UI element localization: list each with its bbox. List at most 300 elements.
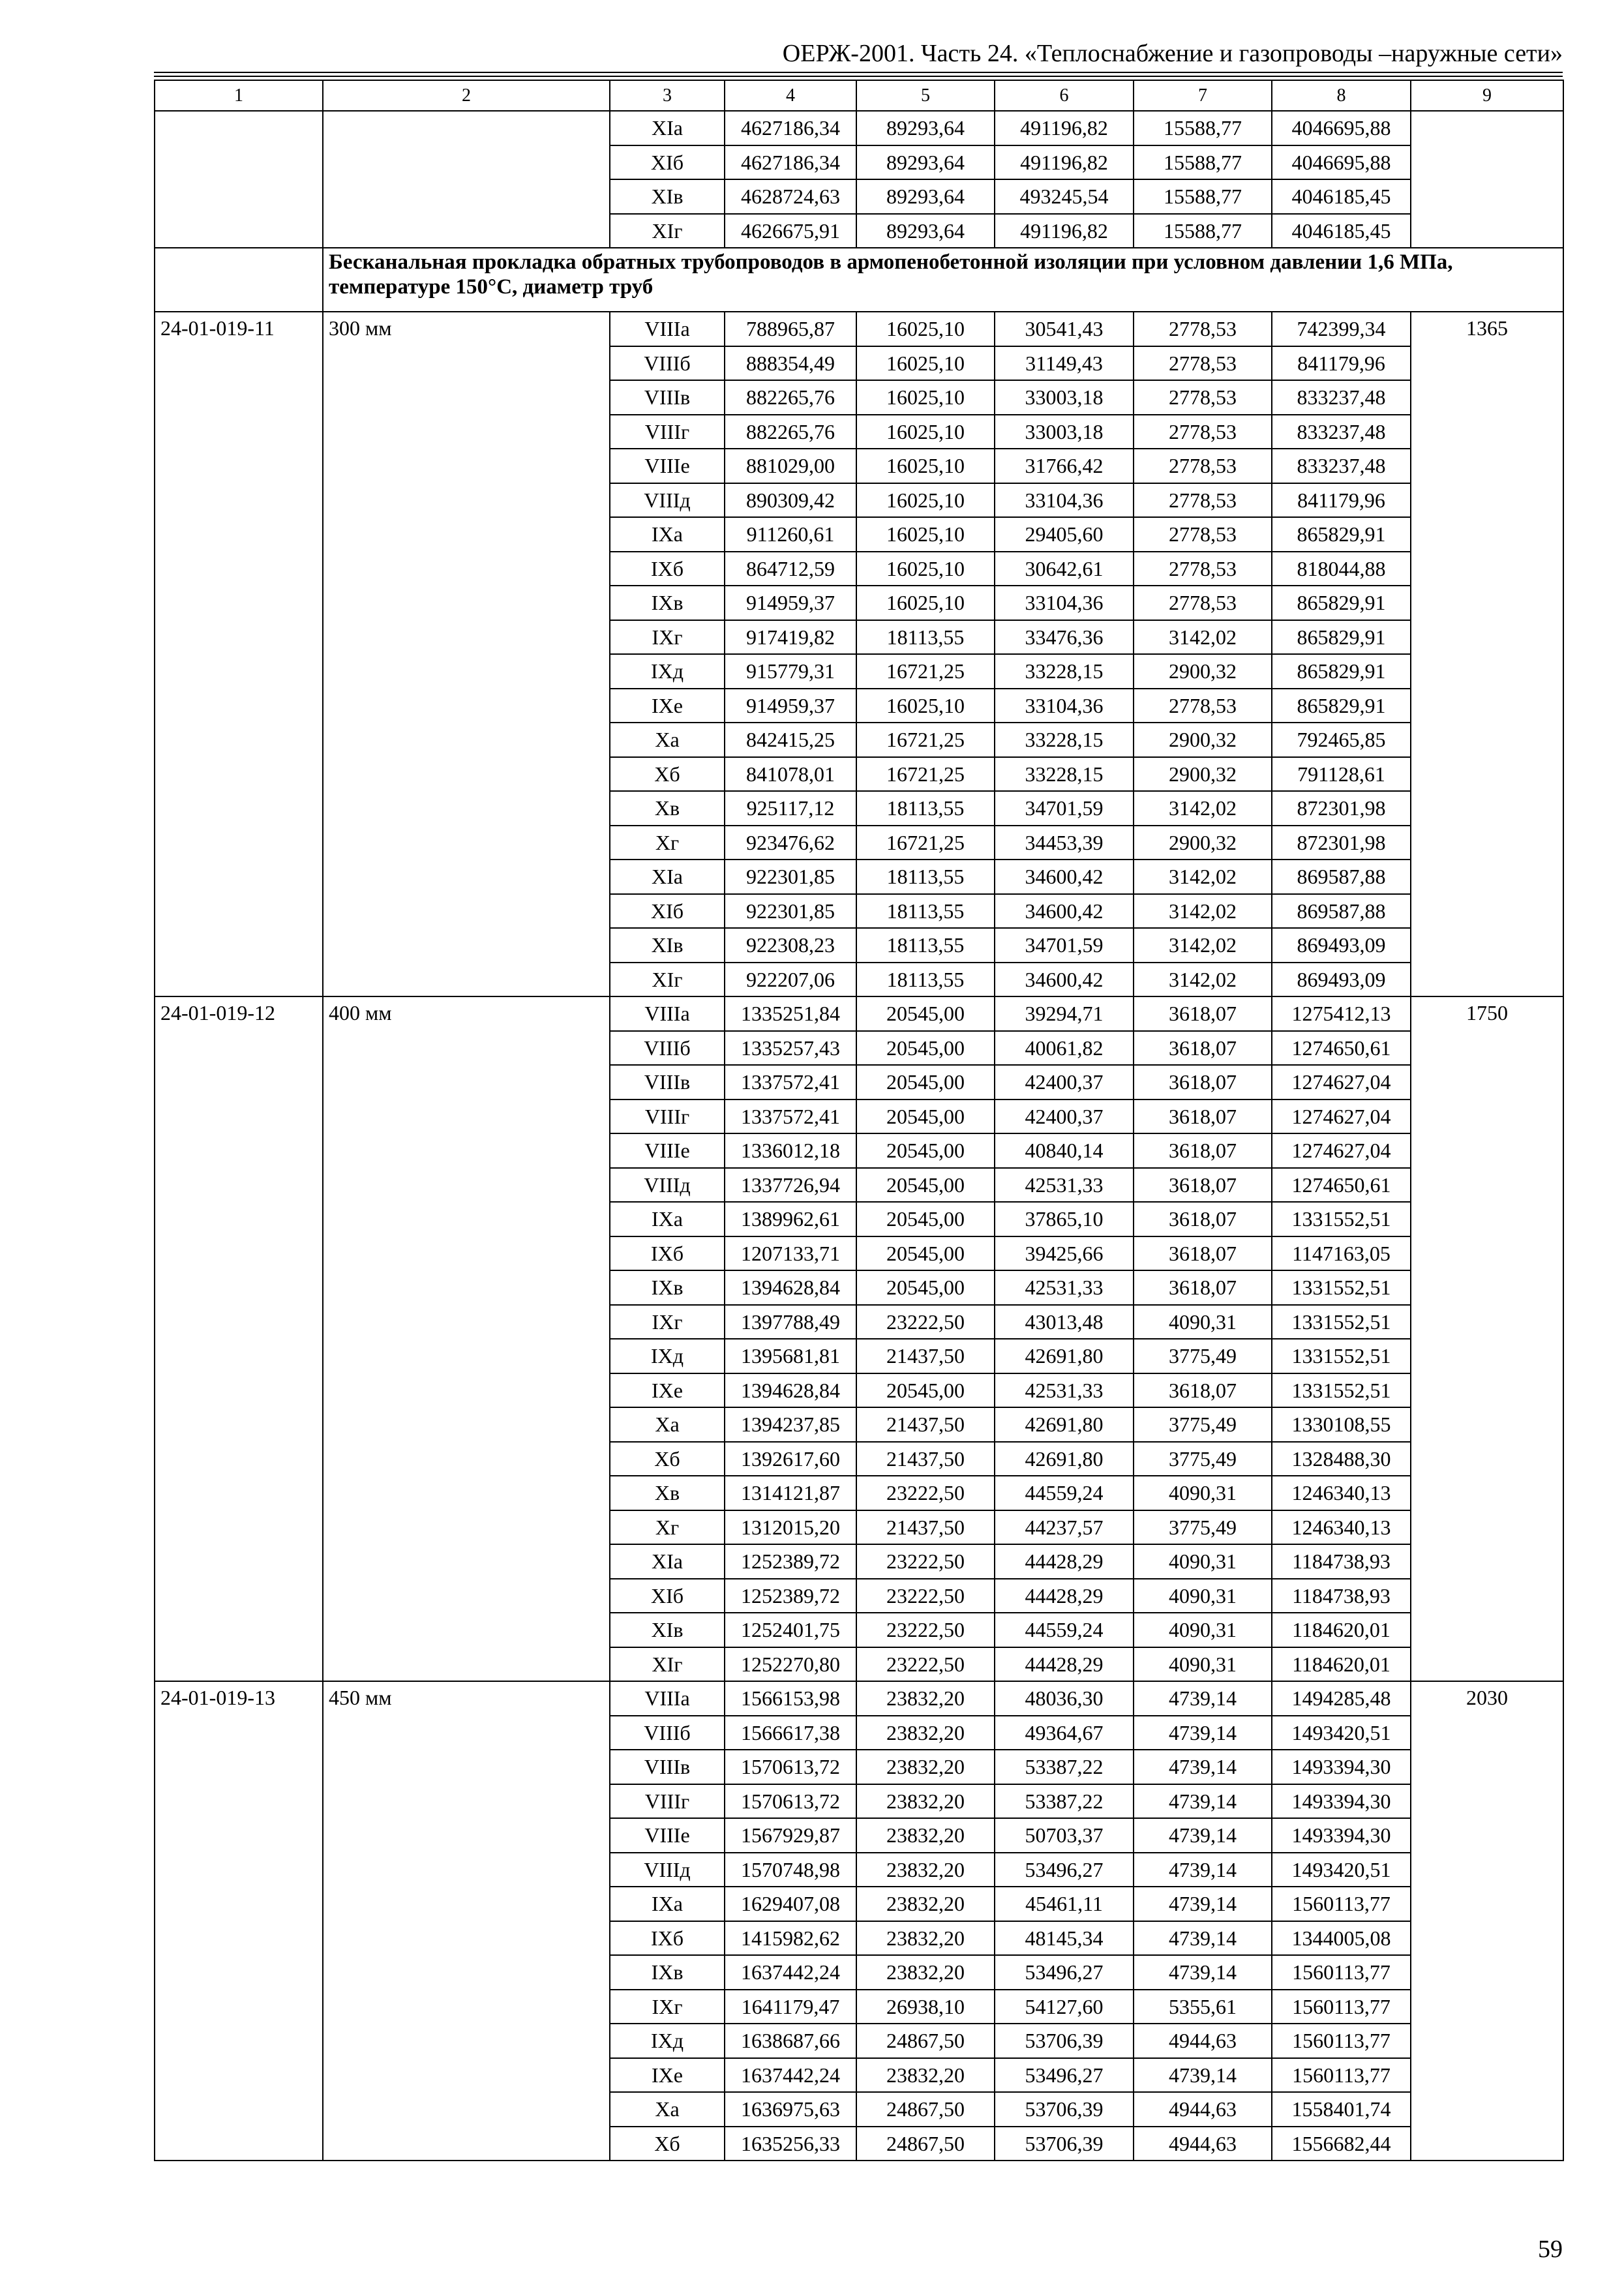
item-name: 450 мм [323, 1681, 610, 2161]
value-cell-c4: 1314121,87 [725, 1476, 856, 1510]
value-cell-c4: 842415,25 [725, 723, 856, 757]
value-cell-c4: 1636975,63 [725, 2092, 856, 2127]
section-empty-cell [155, 248, 323, 312]
value-cell-c4: 1392617,60 [725, 1442, 856, 1476]
value-cell-c3: VIIIа [610, 312, 725, 346]
item-code: 24-01-019-11 [155, 312, 323, 996]
value-cell-c7: 4944,63 [1134, 2127, 1272, 2161]
value-cell-c3: IXд [610, 1339, 725, 1373]
value-cell-c3: VIIIг [610, 1100, 725, 1134]
value-cell-c8: 1560113,77 [1272, 2024, 1411, 2058]
table-row [155, 111, 1563, 145]
value-cell-c6: 33104,36 [995, 483, 1134, 518]
value-cell-c3: IXб [610, 552, 725, 586]
value-cell-c5: 23832,20 [856, 1716, 995, 1750]
value-cell-c3: IXв [610, 586, 725, 620]
value-cell-c8: 1331552,51 [1272, 1339, 1411, 1373]
value-cell-c6: 40840,14 [995, 1133, 1134, 1168]
value-cell-c5: 23222,50 [856, 1647, 995, 1682]
value-cell-c6: 34701,59 [995, 928, 1134, 963]
value-cell-c3: IXб [610, 1236, 725, 1271]
value-cell-c4: 1207133,71 [725, 1236, 856, 1271]
value-cell-c3: IXа [610, 517, 725, 552]
value-cell-c6: 33228,15 [995, 654, 1134, 689]
value-cell-c6: 33228,15 [995, 757, 1134, 792]
unit-cell [1411, 111, 1563, 248]
value-cell-c5: 18113,55 [856, 928, 995, 963]
value-cell-c6: 34701,59 [995, 791, 1134, 826]
value-cell-c6: 53387,22 [995, 1750, 1134, 1784]
value-cell-c7: 4739,14 [1134, 1887, 1272, 1921]
value-cell-c4: 914959,37 [725, 586, 856, 620]
value-cell-c8: 1560113,77 [1272, 2058, 1411, 2093]
value-cell-c5: 20545,00 [856, 996, 995, 1031]
value-cell-c7: 2778,53 [1134, 380, 1272, 415]
value-cell-c6: 53496,27 [995, 1955, 1134, 1990]
value-cell-c3: IXа [610, 1887, 725, 1921]
value-cell-c4: 881029,00 [725, 449, 856, 483]
value-cell-c7: 3142,02 [1134, 860, 1272, 894]
value-cell-c5: 21437,50 [856, 1339, 995, 1373]
value-cell-c7: 2778,53 [1134, 517, 1272, 552]
value-cell-c3: Xг [610, 1510, 725, 1545]
value-cell-c3: Xа [610, 2092, 725, 2127]
value-cell-c8: 1274650,61 [1272, 1168, 1411, 1203]
value-cell-c7: 15588,77 [1134, 179, 1272, 214]
value-cell-c3: VIIIв [610, 380, 725, 415]
value-cell-c3: XIв [610, 179, 725, 214]
value-cell-c8: 1274627,04 [1272, 1100, 1411, 1134]
value-cell-c7: 3618,07 [1134, 1031, 1272, 1066]
value-cell-c4: 1389962,61 [725, 1202, 856, 1236]
section-title: Бесканальная прокладка обратных трубопроводов в армопенобетонной изоляции при условном давлении 1,6 МПа, температуре 150°С, диаметр труб [323, 248, 1563, 312]
section-title-row [155, 248, 1563, 312]
value-cell-c5: 24867,50 [856, 2024, 995, 2058]
value-cell-c4: 1252401,75 [725, 1613, 856, 1647]
value-cell-c6: 493245,54 [995, 179, 1134, 214]
value-cell-c4: 888354,49 [725, 346, 856, 381]
value-cell-c4: 788965,87 [725, 312, 856, 346]
value-cell-c7: 4090,31 [1134, 1305, 1272, 1339]
value-cell-c4: 1638687,66 [725, 2024, 856, 2058]
table-row [155, 996, 1563, 1031]
value-cell-c5: 16025,10 [856, 346, 995, 381]
value-cell-c4: 922301,85 [725, 860, 856, 894]
value-cell-c3: VIIIв [610, 1065, 725, 1100]
value-cell-c8: 4046185,45 [1272, 214, 1411, 248]
value-cell-c8: 1184738,93 [1272, 1579, 1411, 1613]
value-cell-c7: 4090,31 [1134, 1647, 1272, 1682]
column-number: 8 [1272, 80, 1411, 111]
value-cell-c3: XIб [610, 145, 725, 180]
value-cell-c8: 1493394,30 [1272, 1750, 1411, 1784]
value-cell-c7: 3142,02 [1134, 620, 1272, 655]
value-cell-c3: IXв [610, 1955, 725, 1990]
column-number: 2 [323, 80, 610, 111]
value-cell-c7: 4739,14 [1134, 1853, 1272, 1887]
item-quantity: 2030 [1411, 1681, 1563, 2161]
value-cell-c8: 1274627,04 [1272, 1133, 1411, 1168]
value-cell-c8: 1274650,61 [1272, 1031, 1411, 1066]
value-cell-c5: 20545,00 [856, 1236, 995, 1271]
value-cell-c4: 922207,06 [725, 963, 856, 997]
table-row [155, 1681, 1563, 1716]
value-cell-c7: 3775,49 [1134, 1339, 1272, 1373]
value-cell-c7: 3618,07 [1134, 996, 1272, 1031]
value-cell-c3: IXе [610, 1373, 725, 1408]
value-cell-c7: 4739,14 [1134, 1681, 1272, 1716]
value-cell-c7: 2900,32 [1134, 654, 1272, 689]
value-cell-c8: 791128,61 [1272, 757, 1411, 792]
value-cell-c4: 915779,31 [725, 654, 856, 689]
value-cell-c3: VIIIе [610, 1818, 725, 1853]
value-cell-c4: 1641179,47 [725, 1990, 856, 2024]
value-cell-c6: 42531,33 [995, 1373, 1134, 1408]
value-cell-c6: 37865,10 [995, 1202, 1134, 1236]
value-cell-c3: XIб [610, 894, 725, 929]
value-cell-c5: 23832,20 [856, 1921, 995, 1956]
value-cell-c7: 3618,07 [1134, 1133, 1272, 1168]
value-cell-c4: 4628724,63 [725, 179, 856, 214]
value-cell-c4: 4627186,34 [725, 111, 856, 145]
value-cell-c8: 1184738,93 [1272, 1544, 1411, 1579]
value-cell-c6: 54127,60 [995, 1990, 1134, 2024]
value-cell-c8: 1274627,04 [1272, 1065, 1411, 1100]
value-cell-c6: 34600,42 [995, 860, 1134, 894]
value-cell-c6: 31766,42 [995, 449, 1134, 483]
value-cell-c3: VIIIа [610, 1681, 725, 1716]
value-cell-c8: 1275412,13 [1272, 996, 1411, 1031]
value-cell-c6: 53706,39 [995, 2127, 1134, 2161]
value-cell-c3: IXд [610, 2024, 725, 2058]
value-cell-c6: 491196,82 [995, 111, 1134, 145]
code-cell [155, 111, 323, 248]
value-cell-c5: 16025,10 [856, 689, 995, 723]
value-cell-c5: 16721,25 [856, 757, 995, 792]
value-cell-c3: XIа [610, 111, 725, 145]
value-cell-c5: 23832,20 [856, 1784, 995, 1819]
value-cell-c4: 864712,59 [725, 552, 856, 586]
value-cell-c8: 833237,48 [1272, 380, 1411, 415]
value-cell-c6: 31149,43 [995, 346, 1134, 381]
value-cell-c6: 39425,66 [995, 1236, 1134, 1271]
item-name: 300 мм [323, 312, 610, 996]
value-cell-c5: 18113,55 [856, 894, 995, 929]
value-cell-c7: 3618,07 [1134, 1270, 1272, 1305]
value-cell-c8: 865829,91 [1272, 689, 1411, 723]
table-body [155, 80, 1563, 2161]
value-cell-c5: 20545,00 [856, 1202, 995, 1236]
value-cell-c3: VIIIб [610, 1031, 725, 1066]
value-cell-c6: 30541,43 [995, 312, 1134, 346]
value-cell-c7: 15588,77 [1134, 145, 1272, 180]
value-cell-c5: 23222,50 [856, 1305, 995, 1339]
value-cell-c8: 1494285,48 [1272, 1681, 1411, 1716]
value-cell-c5: 16025,10 [856, 517, 995, 552]
column-number: 1 [155, 80, 323, 111]
value-cell-c5: 23832,20 [856, 1818, 995, 1853]
value-cell-c5: 20545,00 [856, 1065, 995, 1100]
value-cell-c6: 44428,29 [995, 1579, 1134, 1613]
value-cell-c4: 1637442,24 [725, 1955, 856, 1990]
value-cell-c5: 23832,20 [856, 1955, 995, 1990]
value-cell-c5: 16721,25 [856, 654, 995, 689]
column-number: 7 [1134, 80, 1272, 111]
value-cell-c8: 1560113,77 [1272, 1887, 1411, 1921]
value-cell-c7: 2778,53 [1134, 415, 1272, 449]
value-cell-c6: 48145,34 [995, 1921, 1134, 1956]
value-cell-c5: 89293,64 [856, 145, 995, 180]
value-cell-c7: 3618,07 [1134, 1065, 1272, 1100]
value-cell-c6: 48036,30 [995, 1681, 1134, 1716]
value-cell-c3: XIа [610, 1544, 725, 1579]
value-cell-c8: 869587,88 [1272, 860, 1411, 894]
value-cell-c5: 23222,50 [856, 1579, 995, 1613]
value-cell-c3: IXг [610, 1990, 725, 2024]
item-code: 24-01-019-13 [155, 1681, 323, 2161]
value-cell-c3: IXд [610, 654, 725, 689]
value-cell-c7: 5355,61 [1134, 1990, 1272, 2024]
value-cell-c6: 42531,33 [995, 1168, 1134, 1203]
value-cell-c5: 20545,00 [856, 1133, 995, 1168]
value-cell-c3: Xв [610, 791, 725, 826]
value-cell-c8: 872301,98 [1272, 791, 1411, 826]
value-cell-c4: 917419,82 [725, 620, 856, 655]
value-cell-c6: 491196,82 [995, 214, 1134, 248]
value-cell-c7: 2778,53 [1134, 586, 1272, 620]
value-cell-c6: 29405,60 [995, 517, 1134, 552]
value-cell-c3: IXв [610, 1270, 725, 1305]
value-cell-c8: 833237,48 [1272, 449, 1411, 483]
value-cell-c8: 1330108,55 [1272, 1407, 1411, 1442]
value-cell-c8: 872301,98 [1272, 826, 1411, 860]
value-cell-c8: 833237,48 [1272, 415, 1411, 449]
value-cell-c6: 33104,36 [995, 586, 1134, 620]
value-cell-c4: 1394237,85 [725, 1407, 856, 1442]
value-cell-c7: 4944,63 [1134, 2024, 1272, 2058]
value-cell-c3: VIIIе [610, 449, 725, 483]
value-cell-c3: XIг [610, 963, 725, 997]
value-cell-c5: 21437,50 [856, 1407, 995, 1442]
value-cell-c4: 1397788,49 [725, 1305, 856, 1339]
value-cell-c8: 742399,34 [1272, 312, 1411, 346]
value-cell-c6: 42691,80 [995, 1442, 1134, 1476]
value-cell-c5: 16025,10 [856, 552, 995, 586]
value-cell-c6: 42400,37 [995, 1100, 1134, 1134]
value-cell-c3: XIв [610, 928, 725, 963]
value-cell-c5: 18113,55 [856, 963, 995, 997]
value-cell-c6: 34600,42 [995, 963, 1134, 997]
value-cell-c5: 16025,10 [856, 483, 995, 518]
value-cell-c3: XIв [610, 1613, 725, 1647]
value-cell-c7: 2778,53 [1134, 312, 1272, 346]
value-cell-c7: 3142,02 [1134, 963, 1272, 997]
value-cell-c8: 4046185,45 [1272, 179, 1411, 214]
value-cell-c3: Xа [610, 1407, 725, 1442]
value-cell-c8: 1328488,30 [1272, 1442, 1411, 1476]
value-cell-c3: VIIIг [610, 1784, 725, 1819]
value-cell-c4: 1336012,18 [725, 1133, 856, 1168]
value-cell-c6: 33228,15 [995, 723, 1134, 757]
value-cell-c4: 1312015,20 [725, 1510, 856, 1545]
value-cell-c4: 1337572,41 [725, 1100, 856, 1134]
value-cell-c5: 16025,10 [856, 312, 995, 346]
value-cell-c5: 26938,10 [856, 1990, 995, 2024]
value-cell-c3: VIIIд [610, 483, 725, 518]
value-cell-c5: 20545,00 [856, 1168, 995, 1203]
page-number: 59 [1538, 2236, 1563, 2263]
value-cell-c6: 33476,36 [995, 620, 1134, 655]
value-cell-c8: 1184620,01 [1272, 1613, 1411, 1647]
value-cell-c6: 44559,24 [995, 1476, 1134, 1510]
value-cell-c7: 3618,07 [1134, 1202, 1272, 1236]
value-cell-c7: 2900,32 [1134, 826, 1272, 860]
value-cell-c3: Xб [610, 757, 725, 792]
value-cell-c6: 491196,82 [995, 145, 1134, 180]
value-cell-c6: 42691,80 [995, 1339, 1134, 1373]
value-cell-c7: 4944,63 [1134, 2092, 1272, 2127]
value-cell-c3: IXе [610, 689, 725, 723]
value-cell-c5: 18113,55 [856, 860, 995, 894]
value-cell-c3: Xб [610, 1442, 725, 1476]
value-cell-c4: 922308,23 [725, 928, 856, 963]
value-cell-c8: 1331552,51 [1272, 1305, 1411, 1339]
value-cell-c4: 890309,42 [725, 483, 856, 518]
value-cell-c5: 16721,25 [856, 723, 995, 757]
value-cell-c7: 3142,02 [1134, 894, 1272, 929]
value-cell-c3: Xа [610, 723, 725, 757]
value-cell-c7: 3618,07 [1134, 1168, 1272, 1203]
value-cell-c3: VIIIв [610, 1750, 725, 1784]
value-cell-c8: 865829,91 [1272, 517, 1411, 552]
value-cell-c7: 4739,14 [1134, 1818, 1272, 1853]
value-cell-c4: 925117,12 [725, 791, 856, 826]
value-cell-c4: 1337572,41 [725, 1065, 856, 1100]
value-cell-c6: 39294,71 [995, 996, 1134, 1031]
value-cell-c3: XIб [610, 1579, 725, 1613]
running-header: ОЕРЖ-2001. Часть 24. «Теплоснабжение и газопроводы –наружные сети» [782, 40, 1563, 67]
value-cell-c5: 24867,50 [856, 2127, 995, 2161]
value-cell-c4: 1252270,80 [725, 1647, 856, 1682]
value-cell-c6: 33104,36 [995, 689, 1134, 723]
value-cell-c4: 1252389,72 [725, 1544, 856, 1579]
value-cell-c6: 33003,18 [995, 380, 1134, 415]
value-cell-c8: 1493420,51 [1272, 1853, 1411, 1887]
value-cell-c3: VIIIб [610, 1716, 725, 1750]
value-cell-c7: 4739,14 [1134, 1716, 1272, 1750]
value-cell-c6: 33003,18 [995, 415, 1134, 449]
value-cell-c7: 15588,77 [1134, 111, 1272, 145]
value-cell-c8: 1556682,44 [1272, 2127, 1411, 2161]
value-cell-c3: IXб [610, 1921, 725, 1956]
value-cell-c7: 4739,14 [1134, 1955, 1272, 1990]
value-cell-c5: 16721,25 [856, 826, 995, 860]
value-cell-c8: 841179,96 [1272, 346, 1411, 381]
value-cell-c8: 1560113,77 [1272, 1990, 1411, 2024]
value-cell-c4: 914959,37 [725, 689, 856, 723]
value-cell-c5: 16025,10 [856, 586, 995, 620]
value-cell-c5: 23222,50 [856, 1613, 995, 1647]
value-cell-c4: 882265,76 [725, 380, 856, 415]
price-table [154, 80, 1564, 2161]
value-cell-c4: 1415982,62 [725, 1921, 856, 1956]
value-cell-c4: 1335257,43 [725, 1031, 856, 1066]
value-cell-c8: 1331552,51 [1272, 1270, 1411, 1305]
value-cell-c5: 23832,20 [856, 2058, 995, 2093]
value-cell-c8: 818044,88 [1272, 552, 1411, 586]
value-cell-c5: 18113,55 [856, 620, 995, 655]
value-cell-c5: 23222,50 [856, 1544, 995, 1579]
value-cell-c8: 792465,85 [1272, 723, 1411, 757]
item-code: 24-01-019-12 [155, 996, 323, 1681]
value-cell-c7: 3775,49 [1134, 1407, 1272, 1442]
value-cell-c8: 1331552,51 [1272, 1373, 1411, 1408]
column-number: 4 [725, 80, 856, 111]
value-cell-c7: 2900,32 [1134, 757, 1272, 792]
value-cell-c7: 2778,53 [1134, 449, 1272, 483]
value-cell-c4: 1629407,08 [725, 1887, 856, 1921]
value-cell-c5: 89293,64 [856, 111, 995, 145]
value-cell-c3: IXг [610, 620, 725, 655]
value-cell-c8: 1558401,74 [1272, 2092, 1411, 2127]
value-cell-c6: 44237,57 [995, 1510, 1134, 1545]
value-cell-c5: 16025,10 [856, 449, 995, 483]
value-cell-c3: IXа [610, 1202, 725, 1236]
column-number: 5 [856, 80, 995, 111]
value-cell-c8: 1493420,51 [1272, 1716, 1411, 1750]
value-cell-c5: 20545,00 [856, 1100, 995, 1134]
value-cell-c4: 1394628,84 [725, 1373, 856, 1408]
value-cell-c7: 4090,31 [1134, 1613, 1272, 1647]
value-cell-c5: 23832,20 [856, 1853, 995, 1887]
table-row [155, 312, 1563, 346]
value-cell-c5: 20545,00 [856, 1270, 995, 1305]
value-cell-c5: 23832,20 [856, 1681, 995, 1716]
value-cell-c3: IXг [610, 1305, 725, 1339]
value-cell-c6: 50703,37 [995, 1818, 1134, 1853]
value-cell-c5: 89293,64 [856, 179, 995, 214]
value-cell-c4: 1395681,81 [725, 1339, 856, 1373]
value-cell-c7: 3775,49 [1134, 1442, 1272, 1476]
value-cell-c7: 2900,32 [1134, 723, 1272, 757]
value-cell-c4: 1566617,38 [725, 1716, 856, 1750]
value-cell-c5: 89293,64 [856, 214, 995, 248]
item-quantity: 1750 [1411, 996, 1563, 1681]
value-cell-c8: 1560113,77 [1272, 1955, 1411, 1990]
value-cell-c8: 1331552,51 [1272, 1202, 1411, 1236]
column-number-row [155, 80, 1563, 111]
value-cell-c8: 1344005,08 [1272, 1921, 1411, 1956]
value-cell-c5: 23222,50 [856, 1476, 995, 1510]
column-number: 9 [1411, 80, 1563, 111]
value-cell-c4: 1570613,72 [725, 1784, 856, 1819]
value-cell-c3: Xв [610, 1476, 725, 1510]
value-cell-c8: 4046695,88 [1272, 145, 1411, 180]
value-cell-c4: 4627186,34 [725, 145, 856, 180]
value-cell-c7: 3775,49 [1134, 1510, 1272, 1545]
value-cell-c6: 34453,39 [995, 826, 1134, 860]
value-cell-c3: XIа [610, 860, 725, 894]
value-cell-c6: 43013,48 [995, 1305, 1134, 1339]
value-cell-c6: 42531,33 [995, 1270, 1134, 1305]
value-cell-c8: 1184620,01 [1272, 1647, 1411, 1682]
value-cell-c7: 4090,31 [1134, 1579, 1272, 1613]
value-cell-c6: 44428,29 [995, 1647, 1134, 1682]
value-cell-c4: 911260,61 [725, 517, 856, 552]
value-cell-c5: 23832,20 [856, 1750, 995, 1784]
header-rule [154, 72, 1563, 73]
value-cell-c7: 3142,02 [1134, 791, 1272, 826]
